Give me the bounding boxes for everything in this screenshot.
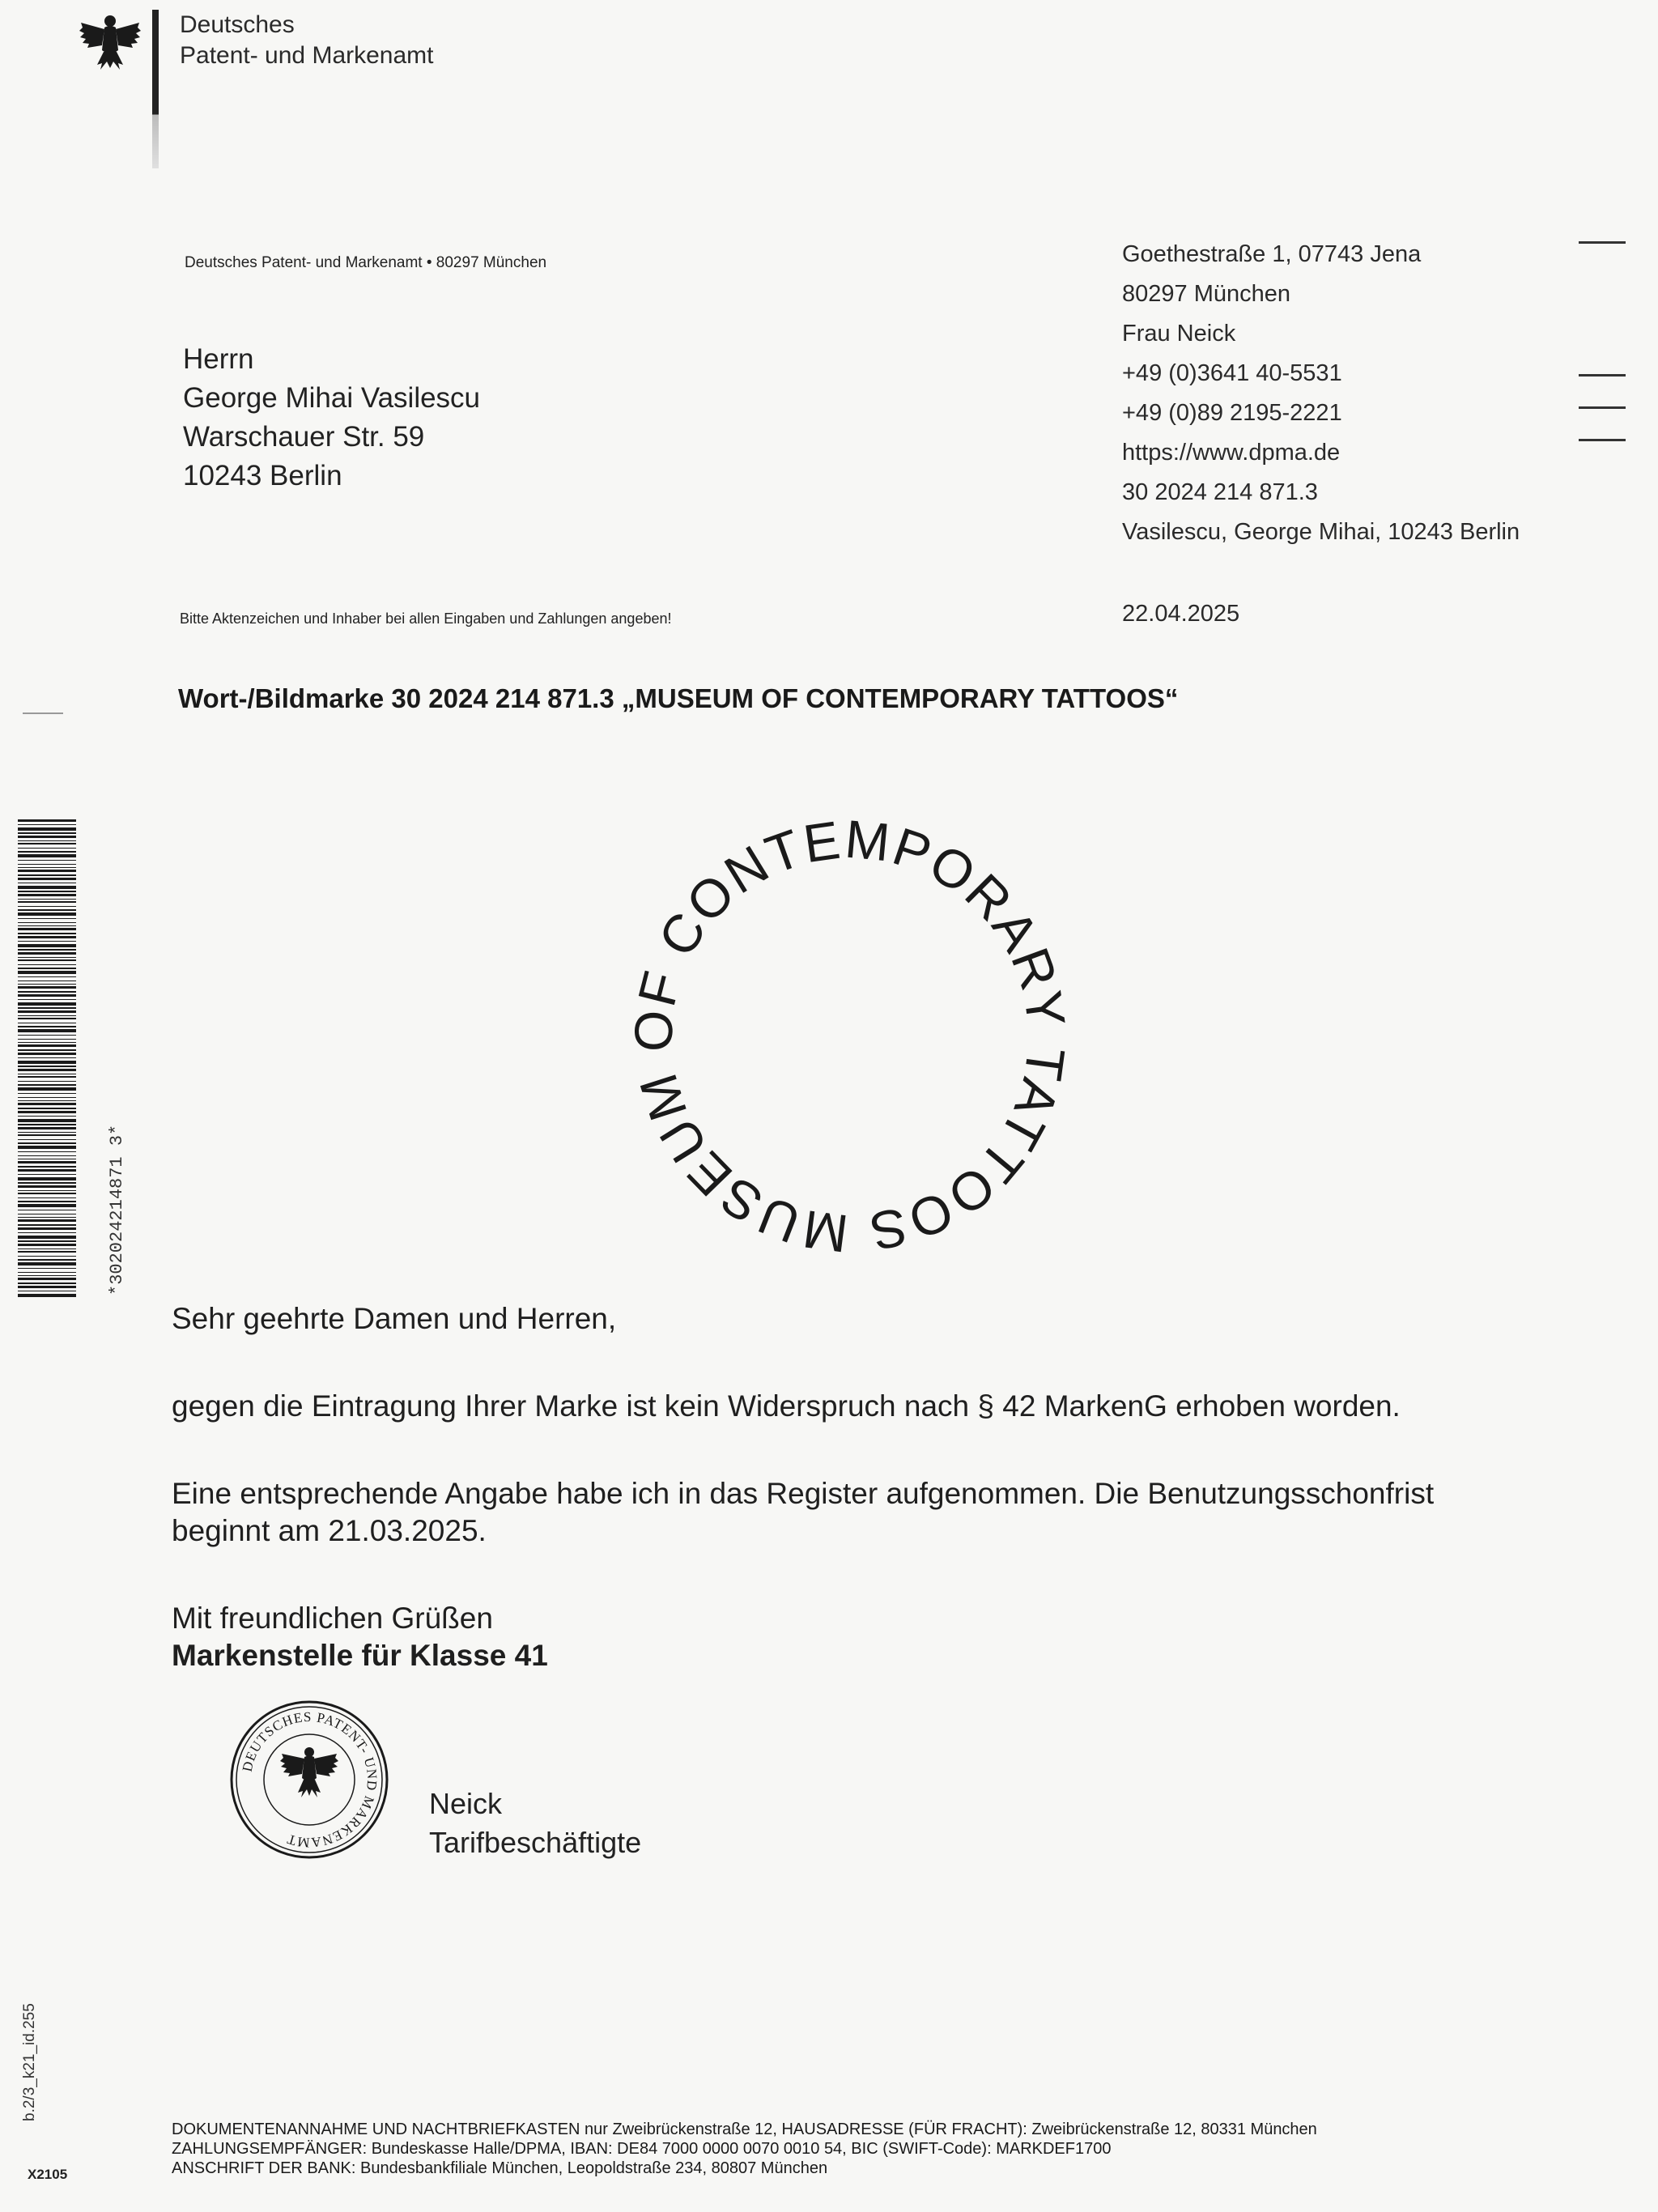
trademark-logo bbox=[623, 810, 1077, 1263]
barcode-bar bbox=[18, 901, 76, 903]
barcode-bar bbox=[18, 1018, 76, 1019]
meta-value: 30 2024 214 871.3 bbox=[1122, 479, 1318, 505]
recipient-street: Warschauer Str. 59 bbox=[183, 421, 425, 453]
barcode-bar bbox=[18, 848, 76, 849]
barcode-bar bbox=[18, 1119, 76, 1122]
barcode-bar bbox=[18, 894, 76, 896]
header-divider-bar bbox=[152, 10, 159, 168]
barcode-bar bbox=[18, 1286, 76, 1288]
barcode-bar bbox=[18, 1108, 76, 1109]
barcode-bar bbox=[18, 991, 76, 993]
meta-value: 22.04.2025 bbox=[1122, 601, 1240, 627]
barcode-bar bbox=[18, 854, 76, 857]
barcode-bar bbox=[18, 1116, 76, 1117]
barcode-bar bbox=[18, 1007, 76, 1009]
body-paragraph-2: Eine entsprechende Angabe habe ich in das Register aufgenommen. Die Benutzungsschonfrist beginnt am 21.03.2025. bbox=[172, 1477, 1435, 1547]
barcode-bar bbox=[18, 1251, 76, 1253]
barcode-bar bbox=[18, 1244, 76, 1246]
barcode-bar bbox=[18, 1193, 76, 1194]
barcode-bar bbox=[18, 1081, 76, 1082]
barcode-bar bbox=[18, 1035, 76, 1036]
barcode-bar bbox=[18, 1061, 76, 1064]
barcode-number-text: *302024214871 3* bbox=[107, 1124, 127, 1295]
barcode-bar bbox=[18, 1111, 76, 1113]
logo-circular-text: MUSEUM OF CONTEMPORARY TATTOOS bbox=[623, 810, 1077, 1263]
barcode-bar bbox=[18, 928, 76, 930]
barcode-bar bbox=[18, 1256, 76, 1257]
barcode-bar bbox=[18, 933, 76, 934]
barcode-bar bbox=[18, 1259, 76, 1261]
barcode-bar bbox=[18, 870, 76, 872]
barcode-bar bbox=[18, 851, 76, 853]
barcode-bar bbox=[18, 1166, 76, 1168]
barcode-bar bbox=[18, 986, 76, 989]
signer-block bbox=[429, 1784, 641, 1862]
subject-line: Wort-/Bildmarke 30 2024 214 871.3 „MUSEUM OF CONTEMPORARY TATTOOS“ bbox=[178, 683, 1179, 713]
closing-department bbox=[172, 1637, 548, 1674]
barcode-bar bbox=[18, 843, 76, 844]
meta-value: +49 (0)89 2195-2221 bbox=[1122, 400, 1342, 426]
barcode-bar bbox=[18, 952, 76, 955]
barcode-number bbox=[107, 1125, 127, 1295]
barcode-bar bbox=[18, 1066, 76, 1067]
barcode-bar bbox=[18, 1262, 76, 1266]
signer-title: Tarifbeschäftigte bbox=[429, 1826, 642, 1859]
greeting: Sehr geehrte Damen und Herren, bbox=[172, 1302, 617, 1335]
barcode-bar bbox=[18, 1044, 76, 1047]
fold-mark bbox=[1579, 374, 1626, 376]
barcode-bar bbox=[18, 1100, 76, 1101]
meta-value: +49 (0)3641 40-5531 bbox=[1122, 360, 1342, 386]
barcode-bar bbox=[18, 1217, 76, 1218]
barcode-bar bbox=[18, 1132, 76, 1133]
barcode-bar bbox=[18, 1232, 76, 1233]
barcode bbox=[18, 819, 76, 1297]
barcode-bar bbox=[18, 1236, 76, 1239]
barcode-bar bbox=[18, 912, 76, 916]
barcode-bar bbox=[18, 1294, 76, 1297]
barcode-bar bbox=[18, 874, 76, 876]
barcode-bar bbox=[18, 1093, 76, 1094]
barcode-bar bbox=[18, 936, 76, 938]
barcode-bar bbox=[18, 1076, 76, 1078]
barcode-bar bbox=[18, 1039, 76, 1040]
barcode-bar bbox=[18, 918, 76, 919]
barcode-bar bbox=[18, 840, 76, 841]
closing-regards: Mit freundlichen Grüßen bbox=[172, 1602, 493, 1635]
barcode-bar bbox=[18, 860, 76, 861]
recipient-city: 10243 Berlin bbox=[183, 460, 342, 491]
barcode-bar bbox=[18, 1139, 76, 1140]
barcode-bar bbox=[18, 878, 76, 880]
barcode-bar bbox=[18, 959, 76, 961]
org-name-line2: Patent- und Markenamt bbox=[180, 42, 434, 69]
barcode-bar bbox=[18, 1087, 76, 1091]
barcode-bar bbox=[18, 964, 76, 965]
barcode-bar bbox=[18, 1026, 76, 1027]
barcode-bar bbox=[18, 994, 76, 997]
barcode-bar bbox=[18, 899, 76, 900]
barcode-bar bbox=[18, 999, 76, 1000]
recipient-salutation: Herrn bbox=[183, 343, 254, 375]
barcode-bar bbox=[18, 1197, 76, 1198]
barcode-bar bbox=[18, 1069, 76, 1071]
barcode-bar bbox=[18, 1201, 76, 1202]
barcode-bar bbox=[18, 1127, 76, 1129]
barcode-bar bbox=[18, 1053, 76, 1055]
barcode-bar bbox=[18, 891, 76, 892]
barcode-bar bbox=[18, 1134, 76, 1136]
seal-text: DEUTSCHES PATENT- UND MARKENAMT bbox=[239, 1708, 380, 1851]
svg-text:MUSEUM OF CONTEMPORARY TATTOOS bbox=[623, 810, 1077, 1263]
barcode-bar bbox=[18, 1029, 76, 1032]
barcode-bar bbox=[18, 1042, 76, 1043]
federal-eagle-icon bbox=[78, 11, 142, 73]
barcode-bar bbox=[18, 1174, 76, 1175]
barcode-bar bbox=[18, 1268, 76, 1269]
barcode-bar bbox=[18, 1097, 76, 1098]
barcode-bar bbox=[18, 1224, 76, 1226]
fold-mark bbox=[1579, 406, 1626, 409]
barcode-bar bbox=[18, 909, 76, 911]
meta-value: https://www.dpma.de bbox=[1122, 440, 1341, 466]
barcode-bar bbox=[18, 867, 76, 868]
barcode-bar bbox=[18, 1219, 76, 1222]
barcode-bar bbox=[18, 1124, 76, 1125]
barcode-bar bbox=[18, 957, 76, 958]
closing-block bbox=[172, 1600, 548, 1674]
left-fold-mark bbox=[23, 713, 63, 714]
barcode-bar bbox=[18, 925, 76, 926]
meta-value: Frau Neick bbox=[1122, 321, 1236, 347]
meta-value: Goethestraße 1, 07743 Jena bbox=[1122, 241, 1422, 267]
barcode-bar bbox=[18, 1010, 76, 1013]
barcode-bar bbox=[18, 1185, 76, 1188]
barcode-bar bbox=[18, 1240, 76, 1242]
barcode-bar bbox=[18, 949, 76, 951]
barcode-bar bbox=[18, 1278, 76, 1280]
barcode-bar bbox=[18, 1057, 76, 1058]
department-name: Markenstelle für Klasse 41 bbox=[172, 1639, 548, 1672]
barcode-bar bbox=[18, 886, 76, 889]
footer-info bbox=[172, 2120, 1596, 2178]
recipient-address bbox=[183, 340, 480, 496]
barcode-bar bbox=[18, 1151, 76, 1152]
barcode-bar bbox=[18, 1272, 76, 1273]
barcode-bar bbox=[18, 941, 76, 942]
barcode-bar bbox=[18, 1084, 76, 1086]
barcode-bar bbox=[18, 1155, 76, 1156]
barcode-bar bbox=[18, 1275, 76, 1276]
signer-name: Neick bbox=[429, 1787, 503, 1820]
barcode-bar bbox=[18, 944, 76, 947]
footer-line-3: ANSCHRIFT DER BANK: Bundesbankfiliale München, Leopoldstraße 234, 80807 München bbox=[172, 2159, 828, 2177]
meta-value: Vasilescu, George Mihai, 10243 Berlin bbox=[1122, 519, 1520, 545]
barcode-bar bbox=[18, 832, 76, 834]
barcode-bar bbox=[18, 1161, 76, 1163]
reference-instruction: Bitte Aktenzeichen und Inhaber bei allen Eingaben und Zahlungen angeben! bbox=[180, 610, 672, 627]
barcode-bar bbox=[18, 836, 76, 838]
organization-name bbox=[180, 10, 434, 71]
barcode-bar bbox=[18, 968, 76, 969]
footer-line-1: DOKUMENTENANNAHME UND NACHTBRIEFKASTEN nur Zweibrückenstraße 12, HAUSADRESSE (FÜR FRACHT): Zweibrückenstraße 12, 80331 München bbox=[172, 2121, 1317, 2138]
barcode-bar bbox=[18, 1177, 76, 1180]
barcode-bar bbox=[18, 984, 76, 985]
barcode-bar bbox=[18, 1169, 76, 1172]
recipient-name: George Mihai Vasilescu bbox=[183, 382, 481, 414]
barcode-bar bbox=[18, 1049, 76, 1051]
barcode-bar bbox=[18, 1227, 76, 1230]
barcode-bar bbox=[18, 1283, 76, 1284]
meta-value: 80297 München bbox=[1122, 281, 1290, 307]
barcode-bar bbox=[18, 1142, 76, 1144]
footer-line-2: ZAHLUNGSEMPFÄNGER: Bundeskasse Halle/DPMA, IBAN: DE84 7000 0000 0070 0010 54, BIC (SWIFT-Code): MARKDEF1700 bbox=[172, 2140, 1112, 2158]
barcode-bar bbox=[18, 922, 76, 923]
org-name-line1: Deutsches bbox=[180, 11, 295, 38]
sender-return-address: Deutsches Patent- und Markenamt • 80297 München bbox=[185, 254, 547, 271]
barcode-bar bbox=[18, 864, 76, 865]
fold-mark bbox=[1579, 241, 1626, 244]
official-seal bbox=[228, 1699, 390, 1861]
form-code: X2105 bbox=[28, 2167, 68, 2182]
barcode-bar bbox=[18, 971, 76, 974]
barcode-bar bbox=[18, 976, 76, 977]
barcode-bar bbox=[18, 906, 76, 907]
barcode-bar bbox=[18, 827, 76, 831]
document-side-code: b.2/3_k21_id.255 bbox=[21, 2003, 38, 2121]
barcode-bar bbox=[18, 1103, 76, 1105]
body-paragraph-1: gegen die Eintragung Ihrer Marke ist kein Widerspruch nach § 42 MarkenG erhoben worden. bbox=[172, 1389, 1401, 1423]
barcode-bar bbox=[18, 1146, 76, 1149]
fold-mark bbox=[1579, 439, 1626, 441]
barcode-bar bbox=[18, 824, 76, 825]
barcode-bar bbox=[18, 1190, 76, 1191]
barcode-bar bbox=[18, 1002, 76, 1006]
barcode-bar bbox=[18, 819, 76, 822]
barcode-bar bbox=[18, 1204, 76, 1207]
seal-eagle-icon bbox=[280, 1747, 338, 1797]
barcode-bar bbox=[18, 1182, 76, 1184]
barcode-bar bbox=[18, 1015, 76, 1016]
